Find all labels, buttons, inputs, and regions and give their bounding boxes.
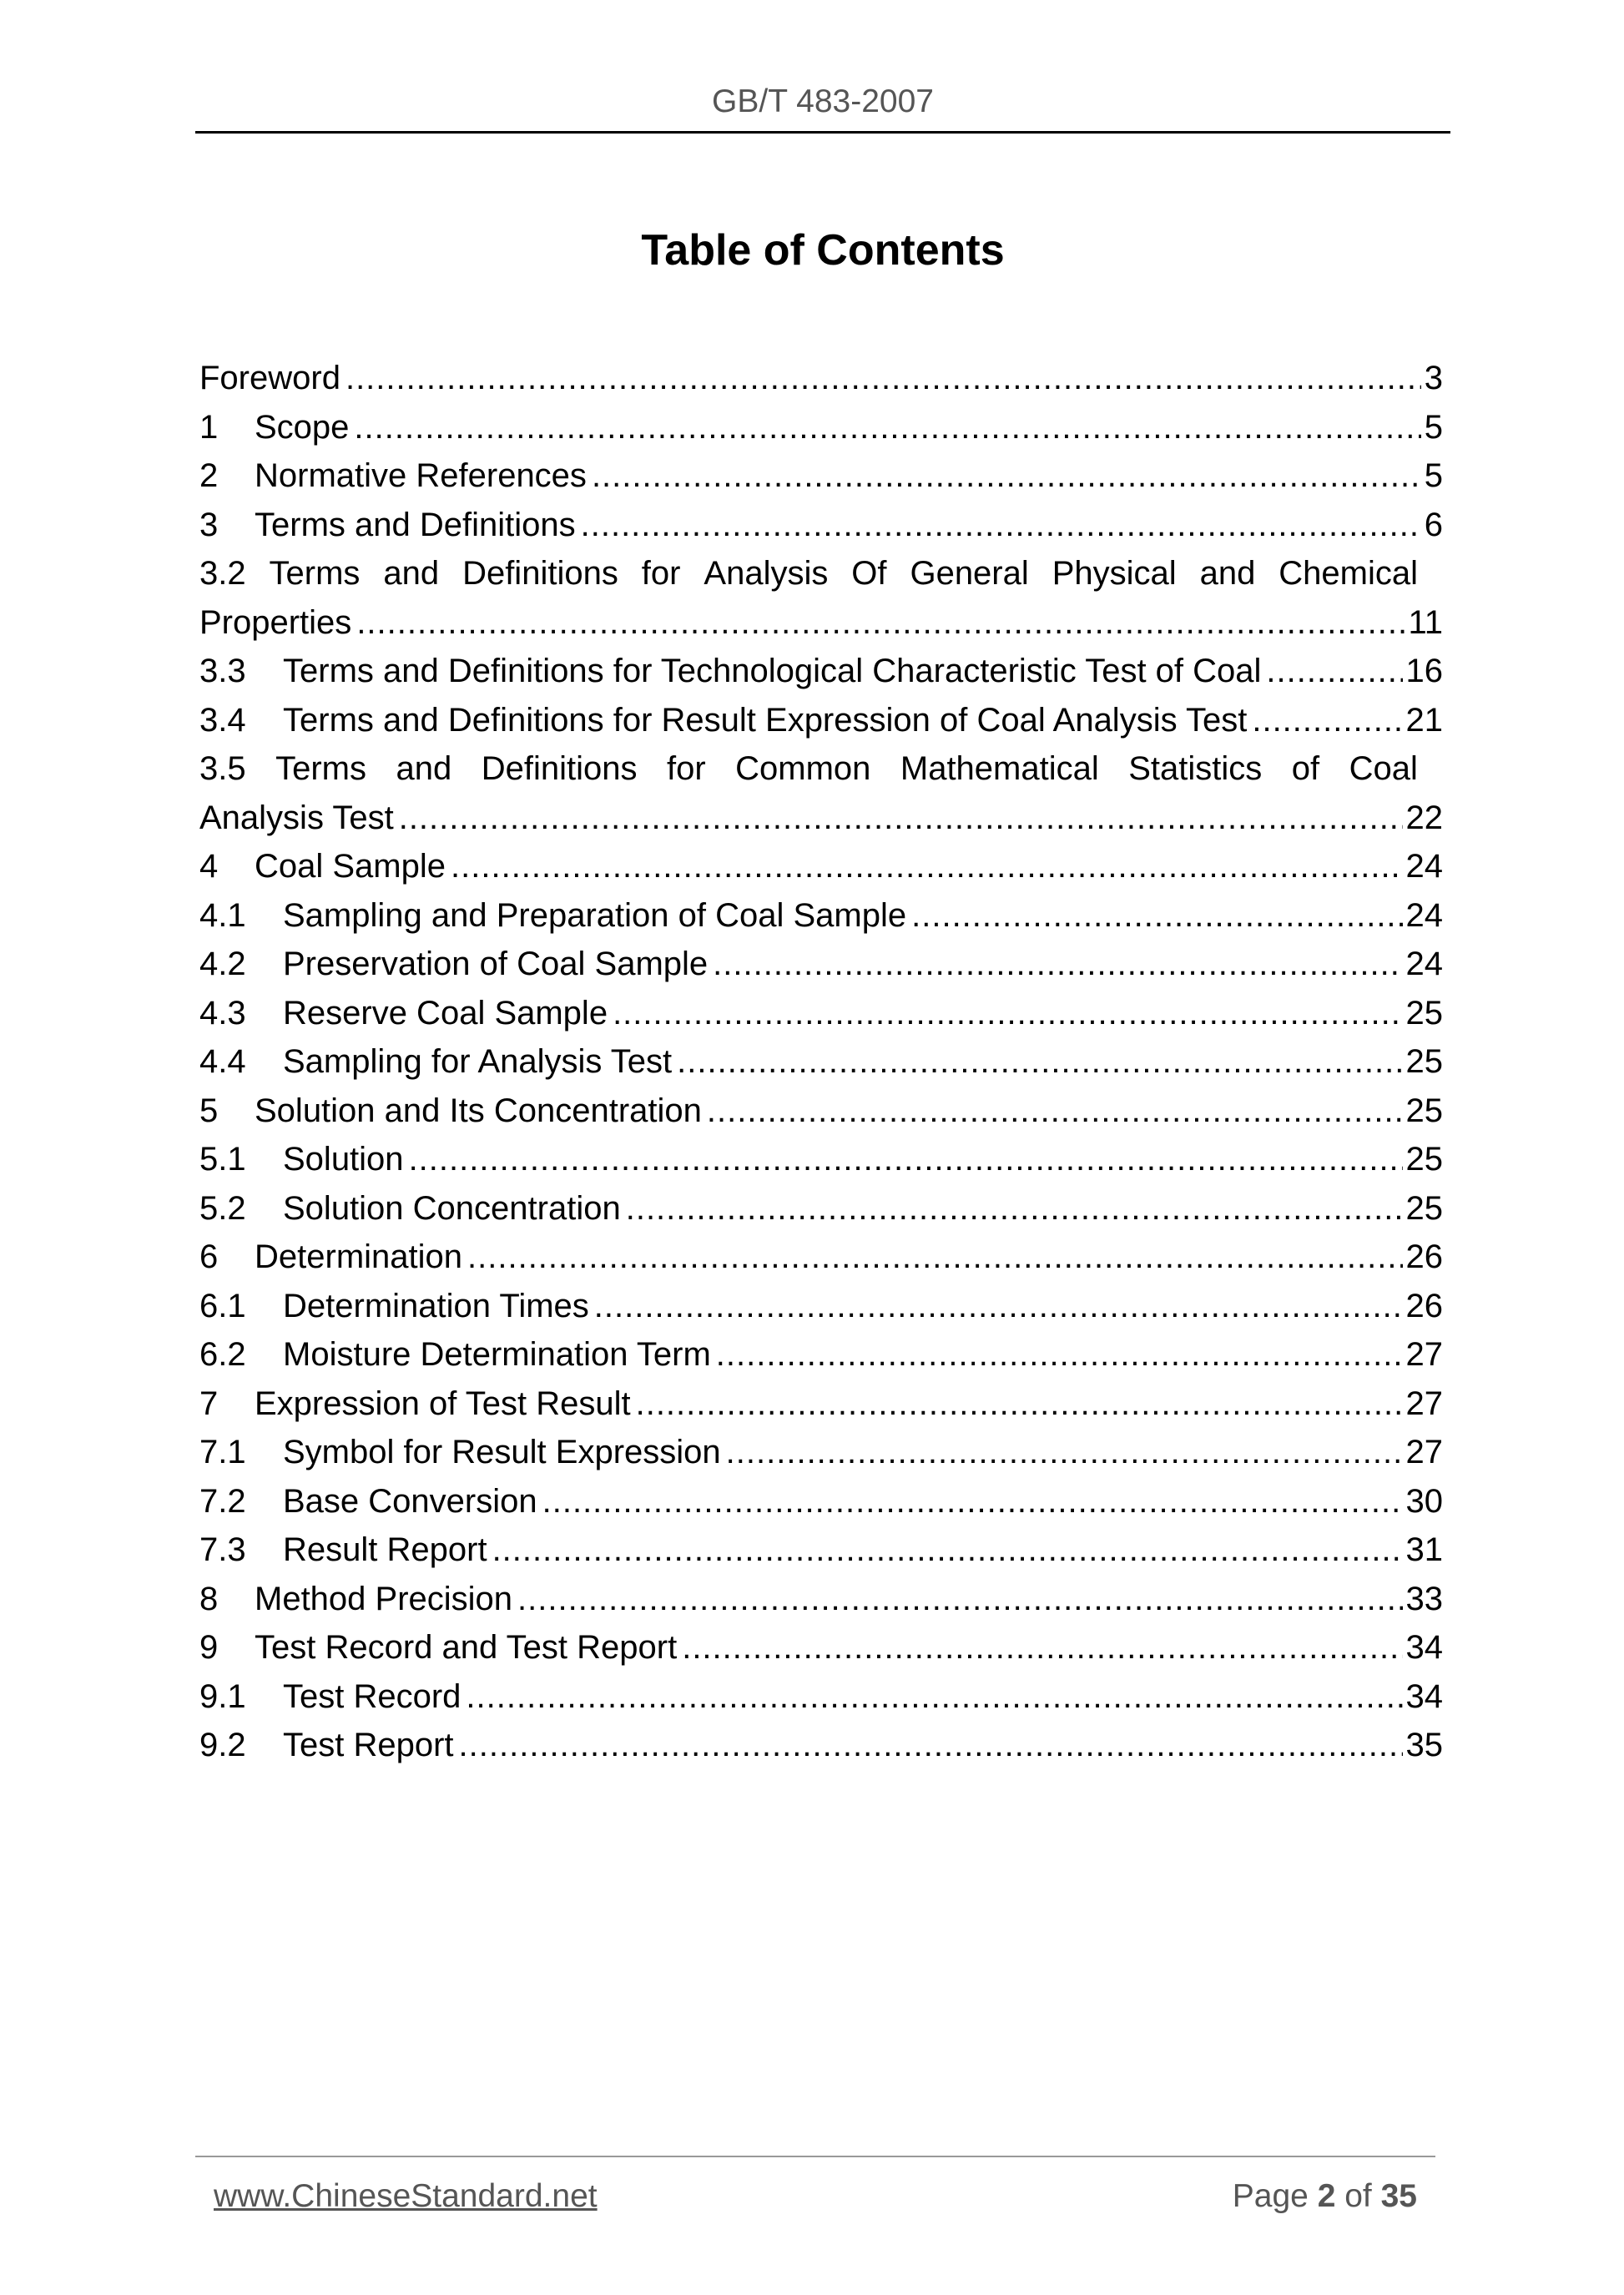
toc-entry-number: 6 (199, 1238, 219, 1275)
toc-entry-title: Analysis Test (199, 799, 394, 836)
page-of: of (1344, 2178, 1372, 2214)
toc-entry-3-4[interactable] (199, 696, 1443, 745)
toc-word: Mathematical (900, 750, 1099, 787)
toc-entry-2[interactable] (199, 451, 1443, 501)
toc-entry-page: 6 (1424, 506, 1443, 543)
toc-entry-wrapped-line (199, 549, 1443, 598)
toc-word: Of (851, 555, 887, 592)
toc-dot-leader (911, 891, 1402, 941)
toc-entry-3-3[interactable] (199, 647, 1443, 696)
toc-entry-page: 25 (1405, 994, 1443, 1031)
toc-dot-leader (356, 598, 1405, 648)
toc-entry-title: Scope (255, 408, 350, 446)
toc-entry-page: 21 (1405, 701, 1443, 739)
toc-entry-number: 5.1 (199, 1141, 246, 1178)
toc-entry-number: 9.1 (199, 1677, 246, 1715)
toc-entry-7[interactable] (199, 1380, 1443, 1429)
toc-dot-leader (467, 1233, 1402, 1282)
toc-entry-title: Properties (199, 603, 352, 641)
toc-dot-leader (517, 1575, 1402, 1624)
toc-word: Statistics (1128, 750, 1263, 787)
toc-dot-leader (459, 1721, 1403, 1770)
toc-entry-4-3[interactable] (199, 989, 1443, 1038)
toc-word: Terms (275, 750, 366, 787)
toc-entry-title: Terms and Definitions (255, 506, 576, 543)
page-header: GB/T 483-2007 (712, 83, 934, 119)
toc-dot-leader (636, 1380, 1403, 1429)
toc-entry-title: Preservation of Coal Sample (283, 946, 709, 982)
toc-word: Analysis (704, 555, 829, 592)
toc-entry-number: 4.2 (199, 946, 246, 982)
toc-entry-number: 3.2 (199, 555, 246, 592)
toc-entry-number: 5 (199, 1092, 219, 1129)
toc-entry-number: 3.3 (199, 653, 246, 689)
toc-entry-3-5[interactable] (199, 744, 1443, 842)
toc-word: for (641, 555, 681, 592)
toc-entry-number: 6.1 (199, 1287, 246, 1324)
toc-entry-title: Normative References (255, 457, 587, 494)
toc-entry-continuation (199, 598, 1443, 648)
toc-entry-title: Solution (283, 1141, 404, 1178)
toc-entry-continuation (199, 794, 1443, 843)
toc-entry-number: 4.1 (199, 896, 246, 934)
toc-entry-page: 5 (1424, 408, 1443, 446)
toc-entry-title: Foreword (199, 360, 340, 396)
toc-entry-page: 25 (1405, 1092, 1443, 1129)
toc-entry-7-1[interactable] (199, 1428, 1443, 1477)
toc-dot-leader (542, 1477, 1403, 1526)
toc-entry-page: 35 (1405, 1727, 1443, 1763)
toc-entry-8[interactable] (199, 1575, 1443, 1624)
toc-entry-title: Test Record and Test Report (255, 1629, 678, 1666)
toc-dot-leader (492, 1526, 1403, 1575)
toc-dot-leader (713, 940, 1402, 989)
toc-entry-page: 26 (1405, 1238, 1443, 1275)
toc-entry-page: 24 (1405, 848, 1443, 885)
toc-word: for (666, 750, 706, 787)
toc-entry-title: Reserve Coal Sample (283, 994, 608, 1031)
toc-word: Definitions (462, 555, 618, 592)
toc-entry-7-3[interactable] (199, 1526, 1443, 1575)
toc-dot-leader (592, 451, 1421, 501)
toc-dot-leader (451, 842, 1402, 891)
toc-entry-page: 25 (1405, 1141, 1443, 1178)
toc-entry-4-4[interactable] (199, 1037, 1443, 1087)
toc-entry-title: Determination Times (283, 1287, 589, 1324)
toc-entry-number: 4.3 (199, 994, 246, 1031)
toc-entry-title: Coal Sample (255, 848, 446, 885)
current-page-number: 2 (1317, 2178, 1336, 2214)
toc-entry-title: Terms and Definitions for Technological Characteristic Test of Coal (283, 653, 1262, 689)
toc-word: Chemical (1279, 555, 1418, 592)
toc-entry-title: Sampling and Preparation of Coal Sample (283, 896, 907, 934)
toc-word: and (1199, 555, 1256, 592)
toc-entry-page: 34 (1405, 1629, 1443, 1666)
toc-entry-6[interactable] (199, 1233, 1443, 1282)
toc-entry-title: Moisture Determination Term (283, 1336, 711, 1373)
toc-entry-6-2[interactable] (199, 1330, 1443, 1380)
toc-entry-number: 8 (199, 1580, 219, 1617)
page-prefix: Page (1232, 2178, 1309, 2214)
toc-word: Physical (1052, 555, 1177, 592)
toc-dot-leader (594, 1282, 1403, 1331)
page-indicator (1233, 2178, 1417, 2215)
toc-entry-5-1[interactable] (199, 1135, 1443, 1184)
toc-entry-title: Expression of Test Result (255, 1385, 631, 1422)
toc-entry-page: 25 (1405, 1189, 1443, 1227)
toc-dot-leader (613, 989, 1402, 1038)
toc-entry-page: 26 (1405, 1287, 1443, 1324)
toc-entry-number: 9 (199, 1629, 219, 1666)
toc-word: Coal (1349, 750, 1418, 787)
toc-entry-number: 4.4 (199, 1043, 246, 1080)
toc-dot-leader (677, 1037, 1402, 1087)
toc-dot-leader (726, 1428, 1403, 1477)
toc-entry-4[interactable] (199, 842, 1443, 891)
toc-entry-number: 7.1 (199, 1434, 246, 1470)
toc-entry-number: 7.2 (199, 1482, 246, 1520)
toc-entry-title: Solution Concentration (283, 1189, 621, 1227)
toc-entry-title: Determination (255, 1238, 463, 1275)
toc-entry-page: 34 (1405, 1677, 1443, 1715)
toc-entry-number: 6.2 (199, 1336, 246, 1373)
toc-dot-leader (626, 1184, 1403, 1233)
toc-dot-leader (1266, 647, 1402, 696)
toc-word: and (396, 750, 452, 787)
toc-dot-leader (409, 1135, 1403, 1184)
toc-entry-4-1[interactable] (199, 891, 1443, 941)
toc-entry-number: 4 (199, 848, 219, 885)
toc-entry-title: Test Report (283, 1727, 454, 1763)
table-of-contents (199, 354, 1443, 1770)
toc-entry-title: Solution and Its Concentration (255, 1092, 702, 1129)
toc-entry-9[interactable] (199, 1623, 1443, 1672)
total-page-number: 35 (1380, 2178, 1417, 2214)
toc-dot-leader (707, 1087, 1403, 1136)
toc-dot-leader (581, 501, 1421, 550)
toc-entry-number: 3 (199, 506, 219, 543)
toc-entry-5-2[interactable] (199, 1184, 1443, 1233)
toc-entry-page: 22 (1405, 799, 1443, 836)
toc-entry-page: 27 (1405, 1385, 1443, 1422)
toc-entry-number: 7.3 (199, 1531, 246, 1568)
footer-divider (195, 2156, 1435, 2157)
toc-entry-number: 1 (199, 408, 219, 446)
toc-entry-page: 27 (1405, 1434, 1443, 1470)
toc-entry-title: Method Precision (255, 1580, 513, 1617)
toc-entry-title: Result Report (283, 1531, 487, 1568)
toc-dot-leader (345, 354, 1421, 403)
header-divider (195, 131, 1450, 134)
toc-entry-page: 27 (1405, 1336, 1443, 1373)
toc-entry-number: 2 (199, 457, 219, 494)
page-title: Table of Contents (641, 226, 1005, 275)
toc-dot-leader (466, 1672, 1402, 1722)
toc-entry-page: 5 (1424, 457, 1443, 494)
toc-entry-6-1[interactable] (199, 1282, 1443, 1331)
toc-dot-leader (399, 794, 1403, 843)
toc-entry-1[interactable] (199, 403, 1443, 452)
toc-entry-3[interactable] (199, 501, 1443, 550)
toc-word: of (1291, 750, 1320, 787)
toc-entry-title: Sampling for Analysis Test (283, 1043, 673, 1080)
toc-dot-leader (354, 403, 1420, 452)
toc-entry-title: Terms and Definitions for Result Expression of Coal Analysis Test (283, 701, 1248, 739)
toc-entry-page: 24 (1405, 896, 1443, 934)
toc-entry-wrapped-line (199, 744, 1443, 794)
toc-entry-page: 11 (1408, 603, 1443, 641)
toc-entry-page: 25 (1405, 1043, 1443, 1080)
toc-entry-4-2[interactable] (199, 940, 1443, 989)
toc-word: Common (735, 750, 871, 787)
toc-entry-9-2[interactable] (199, 1721, 1443, 1770)
toc-word: General (910, 555, 1029, 592)
toc-dot-leader (682, 1623, 1402, 1672)
toc-entry-9-1[interactable] (199, 1672, 1443, 1722)
toc-dot-leader (1252, 696, 1402, 745)
toc-entry-number: 5.2 (199, 1189, 246, 1227)
toc-word: and (383, 555, 440, 592)
toc-dot-leader (716, 1330, 1403, 1380)
toc-entry-title: Symbol for Result Expression (283, 1434, 721, 1470)
toc-entry-page: 31 (1405, 1531, 1443, 1568)
toc-entry-number: 3.4 (199, 701, 246, 739)
toc-entry-number: 3.5 (199, 750, 246, 787)
toc-word: Definitions (481, 750, 638, 787)
toc-entry-title: Base Conversion (283, 1482, 537, 1520)
toc-entry-title: Test Record (283, 1677, 461, 1715)
toc-entry-7-2[interactable] (199, 1477, 1443, 1526)
toc-entry-page: 30 (1405, 1482, 1443, 1520)
toc-entry-page: 33 (1405, 1580, 1443, 1617)
website-link[interactable]: www.ChineseStandard.net (214, 2178, 598, 2214)
toc-entry-3-2[interactable] (199, 549, 1443, 647)
toc-entry-foreword[interactable] (199, 354, 1443, 403)
toc-entry-5[interactable] (199, 1087, 1443, 1136)
toc-entry-page: 24 (1405, 946, 1443, 982)
toc-word: Terms (269, 555, 361, 592)
toc-entry-page: 16 (1405, 653, 1443, 689)
toc-entry-page: 3 (1424, 360, 1443, 396)
toc-entry-number: 9.2 (199, 1727, 246, 1763)
toc-entry-number: 7 (199, 1385, 219, 1422)
